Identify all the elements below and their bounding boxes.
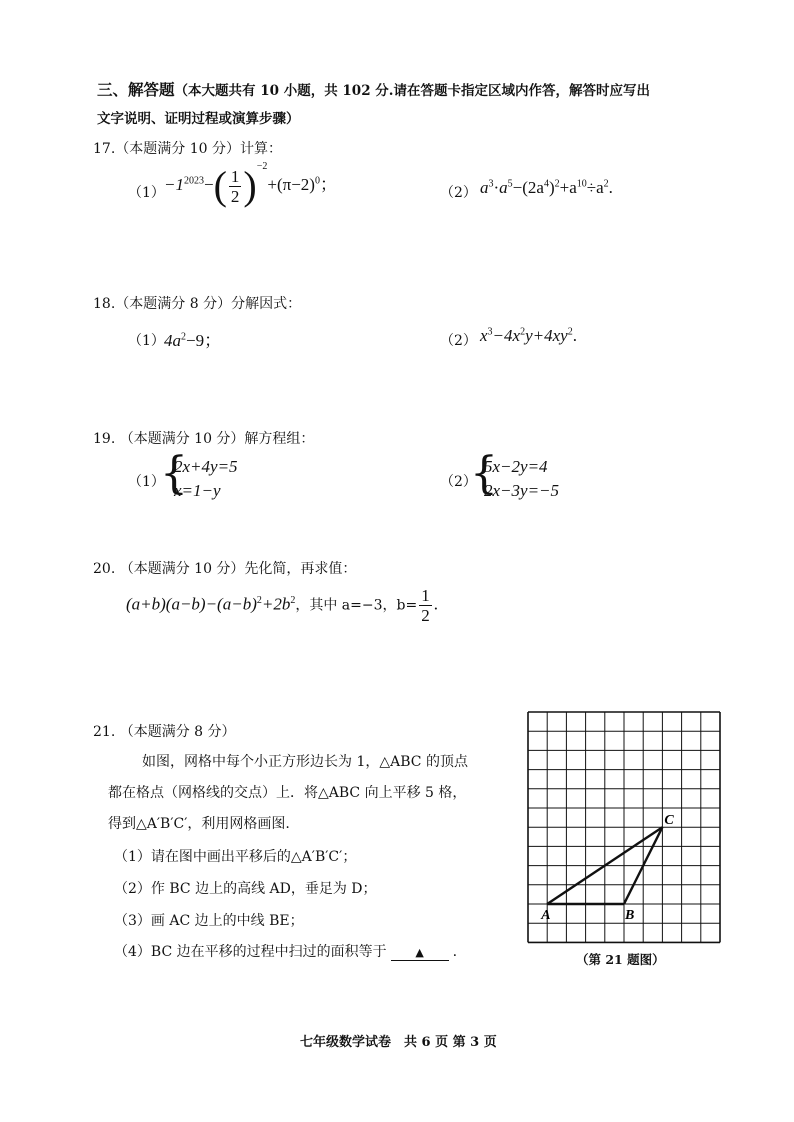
vertex-label-b: B: [625, 908, 635, 923]
q18-part1-label: （1）: [128, 333, 165, 349]
section-note-line2: 文字说明、证明过程或演算步骤）: [97, 111, 300, 127]
section-title: 三、解答题: [97, 80, 175, 99]
q19-part1-eq2: x=1−y: [174, 481, 221, 500]
q17-part1-label: （1）: [128, 185, 165, 201]
q20-header: 20. （本题满分 10 分）先化简，再求值：: [93, 561, 357, 577]
q17-header: 17.（本题满分 10 分）计算：: [93, 141, 282, 157]
q20-expression: $(a+b)(a-b)-(a-b)^2+2b^2$，其中 a=−3，b= $\frac{1}{2}$ .: [126, 586, 438, 625]
q21-item2: （2）作 BC 边上的高线 AD，垂足为 D；: [114, 881, 377, 897]
q21-line2: 都在格点（网格线的交点）上．将△ABC 向上平移 5 格，: [108, 785, 467, 801]
q21-item3: （3）画 AC 边上的中线 BE；: [114, 913, 304, 929]
q21-figure-caption: （第 21 题图）: [576, 952, 665, 967]
q17-part2-expression: $a^3\cdot a^5-(2a^4)^2+a^{10}\div a^2$.: [480, 178, 613, 197]
q17-part1-expression: $-1^{2023}-$( $\frac{1}{2}$ )$^{-2}+(\pi-2)^0$；: [164, 161, 337, 208]
q17-part2-label: （2）: [440, 185, 477, 201]
section-note-line1: （本大题共有 10 小题，共 102 分.请在答题卡指定区域内作答，解答时应写出: [174, 83, 650, 99]
q18-part2-label: （2）: [440, 333, 477, 349]
q18-header: 18.（本题满分 8 分）分解因式：: [93, 296, 302, 312]
q19-part1-eq1: 2x+4y=5: [174, 457, 238, 476]
q20-fraction: $\frac{1}{2}$: [421, 586, 430, 625]
q19-part1-brace: {: [160, 448, 188, 499]
q19-part2-eq2: 2x−3y=−5: [484, 481, 560, 500]
q21-grid-figure: [526, 710, 722, 932]
section-heading: [97, 78, 650, 100]
q21-line1: 如图，网格中每个小正方形边长为 1，△ABC 的顶点: [142, 754, 468, 770]
answer-blank[interactable]: ▲: [391, 944, 449, 961]
q19-part2-eq1: 5x−2y=4: [484, 457, 548, 476]
q21-item1: （1）请在图中画出平移后的△A′B′C′；: [114, 849, 357, 865]
vertex-label-a: A: [541, 908, 551, 923]
q21-header: 21. （本题满分 8 分）: [93, 724, 236, 740]
q19-header: 19. （本题满分 10 分）解方程组：: [93, 431, 315, 447]
q17-fraction: $\frac{1}{2}$: [230, 166, 240, 206]
q19-part1-label: （1）: [128, 474, 165, 490]
q18-part2-expression: $x^3-4x^2y+4xy^2$.: [480, 326, 577, 345]
q21-item4: （4）BC 边在平移的过程中扫过的面积等于 ▲ .: [114, 944, 458, 960]
q19-part2-brace: {: [470, 448, 498, 499]
page-footer: 七年级数学试卷 共 6 页 第 3 页: [300, 1035, 497, 1050]
q21-line3: 得到△A′B′C′，利用网格画图.: [108, 816, 290, 832]
q19-part2-label: （2）: [440, 474, 477, 490]
q18-part1-expression: $4a^2-9$；: [164, 331, 222, 350]
vertex-label-c: C: [664, 813, 674, 829]
